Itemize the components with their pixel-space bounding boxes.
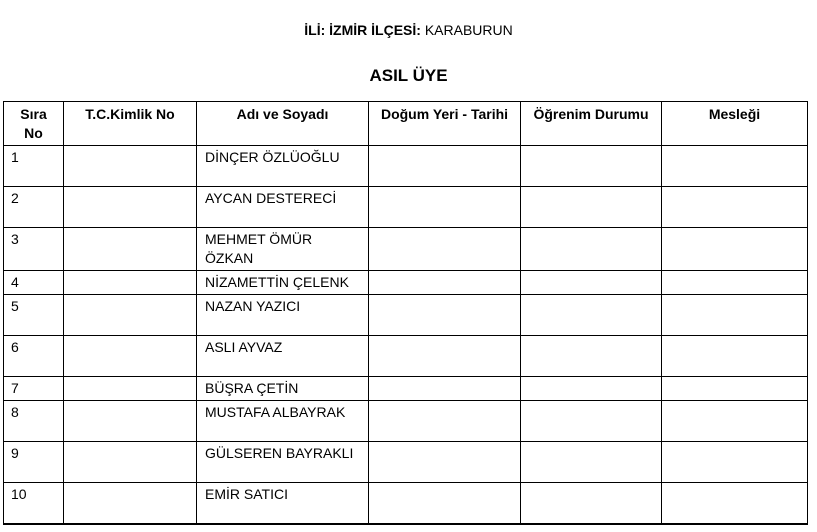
birth-cell [369,187,521,228]
tc-cell [64,483,197,524]
column-header-no-line2: No [24,125,43,141]
education-cell [521,336,662,377]
education-cell [521,401,662,442]
row-number: 7 [4,377,64,401]
education-cell [521,442,662,483]
name-cell: EMİR SATICI [197,483,369,524]
birth-cell [369,377,521,401]
column-header-no-line1: Sıra [20,106,47,122]
row-number: 9 [4,442,64,483]
birth-cell [369,483,521,524]
name-cell: ASLI AYVAZ [197,336,369,377]
column-header-no [4,102,64,146]
table-row [4,336,808,377]
row-number: 2 [4,187,64,228]
table-row [4,483,808,524]
name-cell: GÜLSEREN BAYRAKLI [197,442,369,483]
district-label: İLÇESİ: [371,22,421,38]
job-cell [662,187,808,228]
table-row [4,377,808,401]
birth-cell [369,146,521,187]
table-row [4,187,808,228]
birth-cell [369,442,521,483]
tc-cell [64,187,197,228]
job-cell [662,442,808,483]
job-cell [662,336,808,377]
table-header-row [4,102,808,146]
table-row [4,146,808,187]
row-number: 1 [4,146,64,187]
name-cell: MEHMET ÖMÜR ÖZKAN [197,228,369,271]
row-number: 10 [4,483,64,524]
members-table [3,101,808,525]
tc-cell [64,442,197,483]
birth-cell [369,228,521,271]
birth-cell [369,401,521,442]
table-row [4,295,808,336]
education-cell [521,271,662,295]
column-header-job: Mesleği [662,102,808,146]
row-number: 3 [4,228,64,271]
job-cell [662,377,808,401]
province-value: İZMİR [329,22,368,38]
education-cell [521,187,662,228]
column-header-name: Adı ve Soyadı [197,102,369,146]
job-cell [662,271,808,295]
name-cell: BÜŞRA ÇETİN [197,377,369,401]
name-cell: NAZAN YAZICI [197,295,369,336]
job-cell [662,483,808,524]
column-header-tc: T.C.Kimlik No [64,102,197,146]
name-cell: MUSTAFA ALBAYRAK [197,401,369,442]
document-title: ASIL ÜYE [369,66,448,85]
tc-cell [64,228,197,271]
tc-cell [64,401,197,442]
job-cell [662,228,808,271]
tc-cell [64,295,197,336]
job-cell [662,295,808,336]
education-cell [521,295,662,336]
birth-cell [369,271,521,295]
tc-cell [64,377,197,401]
row-number: 5 [4,295,64,336]
education-cell [521,377,662,401]
job-cell [662,401,808,442]
table-row [4,442,808,483]
name-cell: NİZAMETTİN ÇELENK [197,271,369,295]
job-cell [662,146,808,187]
table-row [4,228,808,271]
column-header-birth: Doğum Yeri - Tarihi [369,102,521,146]
birth-cell [369,295,521,336]
tc-cell [64,336,197,377]
name-cell: DİNÇER ÖZLÜOĞLU [197,146,369,187]
row-number: 8 [4,401,64,442]
name-cell: AYCAN DESTERECİ [197,187,369,228]
education-cell [521,146,662,187]
tc-cell [64,146,197,187]
table-row [4,401,808,442]
birth-cell [369,336,521,377]
education-cell [521,483,662,524]
province-label: İLİ: [304,22,326,38]
table-row [4,271,808,295]
row-number: 6 [4,336,64,377]
column-header-education: Öğrenim Durumu [521,102,662,146]
row-number: 4 [4,271,64,295]
district-value: KARABURUN [424,22,513,38]
tc-cell [64,271,197,295]
education-cell [521,228,662,271]
location-header [0,21,817,39]
